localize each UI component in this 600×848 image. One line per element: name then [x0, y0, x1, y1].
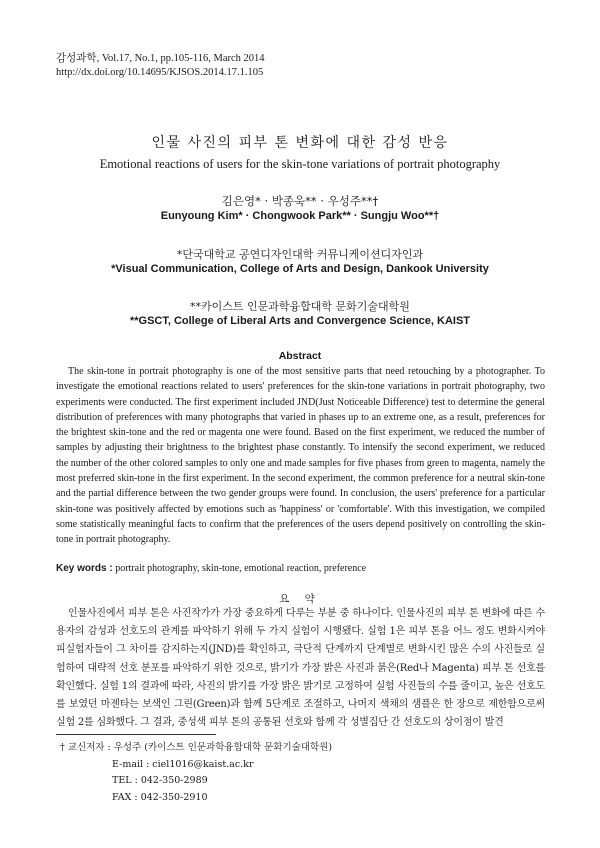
footnote — [60, 740, 332, 806]
title-korean: 인물 사진의 피부 톤 변화에 대한 감성 반응 — [151, 135, 449, 151]
corresponding-author: † 교신저자 : 우성주 (카이스트 인문과학융합대학 문화기술대학원) — [60, 742, 333, 753]
keywords-label: Key words : — [56, 563, 113, 574]
affiliation-2-english: **GSCT, College of Liberal Arts and Convergence Science, KAIST — [129, 315, 471, 327]
keywords — [56, 562, 545, 576]
keywords-list: portrait photography, skin-tone, emotional reaction, preference — [115, 563, 367, 574]
contact-fax: FAX : 042-350-2910 — [112, 791, 208, 803]
affiliation-1-korean: *단국대학교 공연디자인대학 커뮤니케이션디자인과 — [176, 248, 424, 261]
contact-email[interactable]: E-mail : ciel1016@kaist.ac.kr — [112, 758, 254, 770]
footnote-rule — [56, 734, 216, 735]
abstract-body: The skin-tone in portrait photography is one of the most sensitive parts that need retouching by a photographer. To investigate the emotional reactions related to users' preferences for the skin-tone variations in portrait photography, two experiments were conducted. The first experiment included JND(Just Noticeable Difference) test to determine the general distribution of preferences with many photographs that varied in phases up to an extreme one, as a result, preferences for the brightest skin-tone and the red or magenta one were found. Based on the first experiment, we reduced the number of samples by adjusting their brightness to the brightest phase constantly. To intensify the second experiment, we reduced the number of the other colored samples to only one and made samples for five phases from green to magenta, namely the most preferred skin-tone in the first experiment. In the second experiment, the common preference for a neutral skin-tone and the partial difference between the two gender groups were found. In conclusion, the users' preference for a particular skin-tone was positively affected by emotions such as 'happiness' or 'comfortable'. With this investigation, we compiled some statistically meaningful facts to confirm that the preferences of the users depend positively on controlling the skin-tone in portrait photography. — [56, 366, 545, 546]
contact-tel: TEL : 042-350-2989 — [112, 775, 208, 786]
authors-korean: 김은영* · 박종욱** · 우성주**† — [221, 194, 379, 208]
journal-citation: 감성과학, Vol.17, No.1, pp.105-116, March 2014 — [56, 53, 265, 64]
title-english: Emotional reactions of users for the skin-tone variations of portrait photography — [99, 157, 501, 171]
abstract-heading: Abstract — [278, 350, 322, 362]
affiliation-2-korean: **카이스트 인문과학융합대학 문화기술대학원 — [190, 300, 410, 313]
authors-english: Eunyoung Kim* · Chongwook Park** · Sungju Woo**† — [160, 210, 440, 222]
journal-header — [56, 52, 265, 80]
journal-doi[interactable]: http://dx.doi.org/10.14695/KJSOS.2014.17.1.105 — [56, 67, 264, 78]
summary-heading: 요 약 — [279, 593, 321, 605]
affiliation-1-english: *Visual Communication, College of Arts and Design, Dankook University — [111, 263, 489, 275]
summary-body: 인물사진에서 피부 톤은 사진작가가 가장 중요하게 다루는 부분 중 하나이다. 인물사진의 피부 톤 변화에 따른 수용자의 감성과 선호도의 관계를 파악하기 위해 두 가지 실험이 시행됐다. 실험 1은 피부 톤을 어느 정도 변화시켜야 피실험자들이 그 차이를 감지하는지(JND)를 확인하고, 극단적 단계까지 단계별로 변화시킨 많은 수의 사진들로 실험하여 대략적 선호 분포를 파악하기 위한 것으로, 밝기가 가장 밝은 사진과 붉은(Red나 Magenta) 피부 톤 선호를 확인했다. 실험 1의 결과에 따라, 사진의 밝기를 가장 밝은 밝기로 고정하여 실험 사진들의 수를 줄이고, 높은 선호도를 보였던 마젠타는 보색인 그린(Green)과 함께 5단계로 조절하고, 나머지 색채의 샘플은 한 장으로 제한함으로써 실험 2를 심화했다. 그 결과, 중성색 피부 톤의 공통된 선호와 함께 각 성별집단 간 선호도의 상이점이 발견 — [56, 608, 545, 729]
